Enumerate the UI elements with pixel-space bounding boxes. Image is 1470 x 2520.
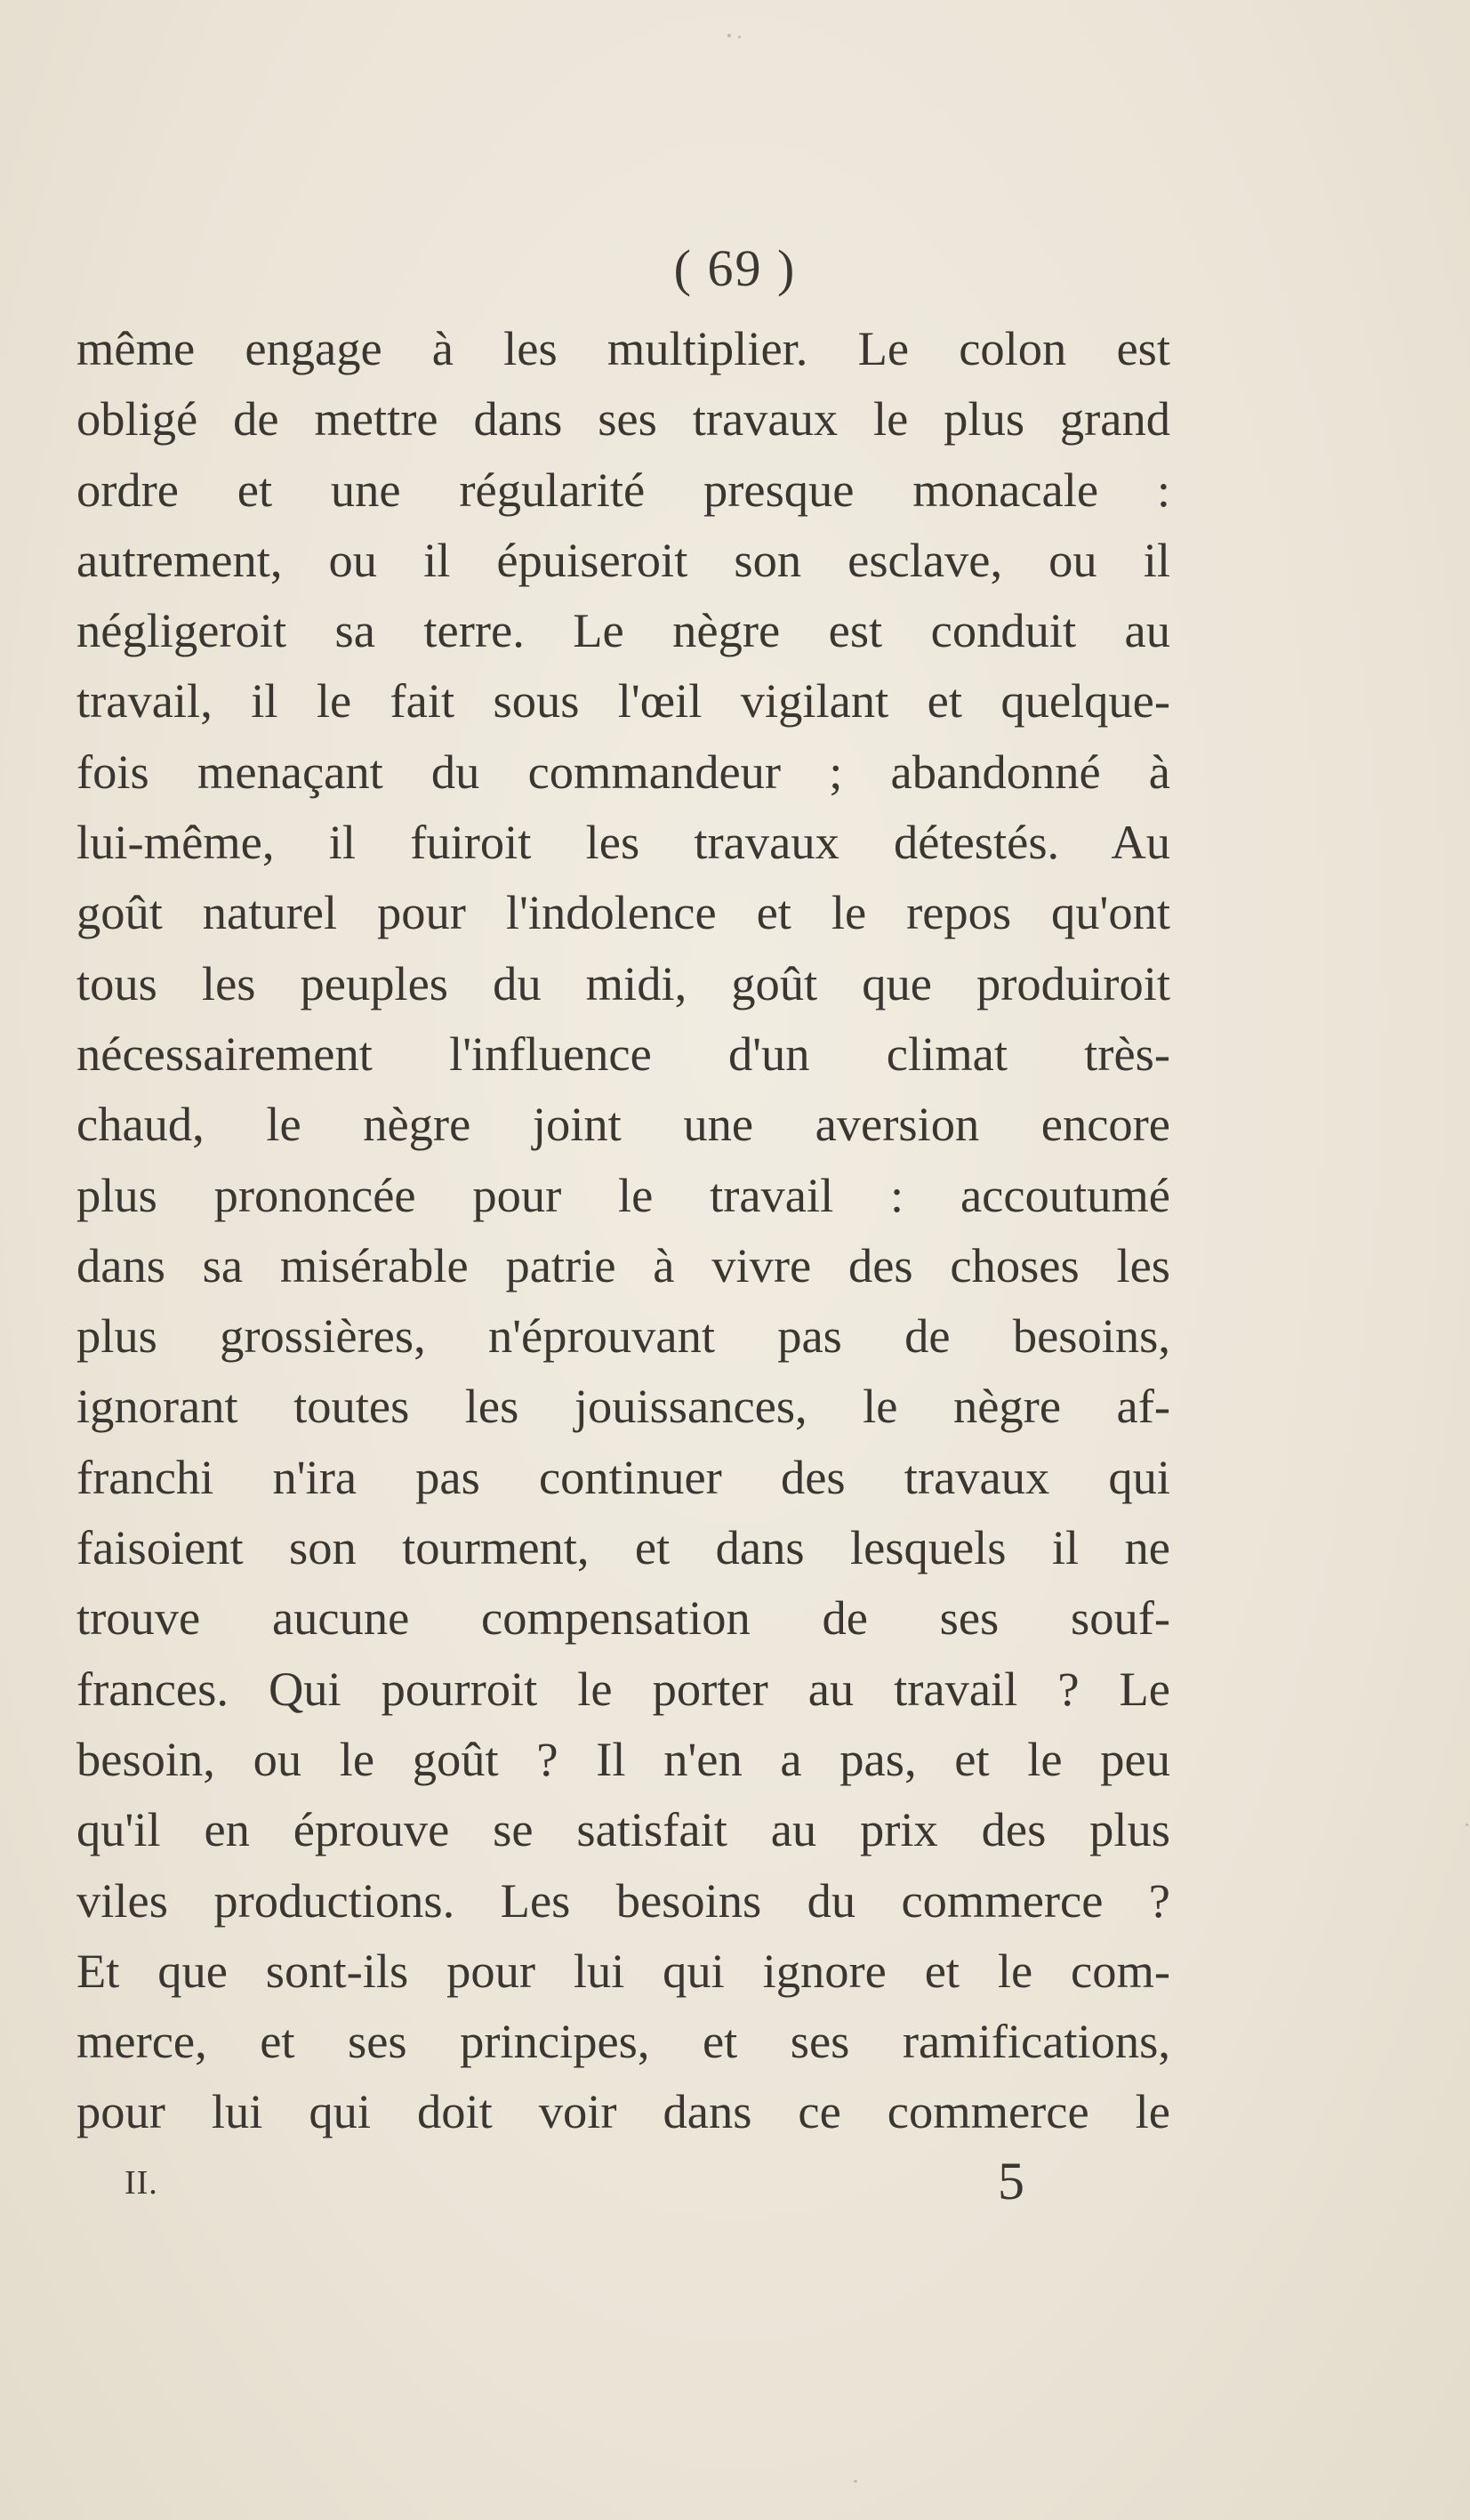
page-header: ( 69 ) — [673, 239, 797, 297]
text-line: frances. Qui pourroit le porter au travail ? Le — [76, 1661, 1170, 1716]
text-line: qu'il en éprouve se satisfait au prix des plus — [76, 1802, 1170, 1857]
text-line: ignorant toutes les jouissances, le nègre af- — [76, 1379, 1170, 1434]
text-line: dans sa misérable patrie à vivre des choses les — [76, 1237, 1170, 1292]
text-line: lui-même, il fuiroit les travaux détestés. Au — [76, 815, 1170, 870]
body-text — [76, 313, 1170, 2147]
text-line: pour lui qui doit voir dans ce commerce le — [76, 2084, 1170, 2139]
page-footer — [0, 2151, 1470, 2213]
folio-number: 5 — [998, 2152, 1024, 2210]
text-line: merce, et ses principes, et ses ramifications, — [76, 2014, 1170, 2069]
text-line: autrement, ou il épuiseroit son esclave, ou il — [76, 532, 1170, 587]
text-line: plus grossières, n'éprouvant pas de besoins, — [76, 1308, 1170, 1364]
text-line: viles productions. Les besoins du commerce ? — [76, 1872, 1170, 1928]
text-line: ordre et une régularité presque monacale : — [76, 462, 1170, 517]
text-line: plus prononcée pour le travail : accoutumé — [76, 1167, 1170, 1222]
text-line: même engage à les multiplier. Le colon est — [76, 321, 1170, 375]
text-line: Et que sont-ils pour lui qui ignore et le com- — [76, 1943, 1170, 1998]
text-line: fois menaçant du commandeur ; abandonné à — [76, 744, 1170, 799]
text-line: besoin, ou le goût ? Il n'en a pas, et le peu — [76, 1731, 1170, 1786]
text-line: nécessairement l'influence d'un climat très- — [76, 1026, 1170, 1081]
text-line: travail, il le fait sous l'œil vigilant et quelque- — [76, 673, 1170, 729]
text-line: obligé de mettre dans ses travaux le plus grand — [76, 391, 1170, 447]
text-line: goût naturel pour l'indolence et le repos qu'ont — [76, 885, 1170, 940]
text-line: trouve aucune compensation de ses souf- — [76, 1590, 1170, 1646]
signature-mark: II. — [125, 2164, 158, 2202]
text-line: chaud, le nègre joint une aversion encore — [76, 1097, 1170, 1152]
text-line: franchi n'ira pas continuer des travaux qui — [76, 1449, 1170, 1504]
text-line: négligeroit sa terre. Le nègre est conduit au — [76, 603, 1170, 658]
text-line: faisoient son tourment, et dans lesquels il ne — [76, 1520, 1170, 1575]
text-line: tous les peuples du midi, goût que produiroit — [76, 955, 1170, 1010]
